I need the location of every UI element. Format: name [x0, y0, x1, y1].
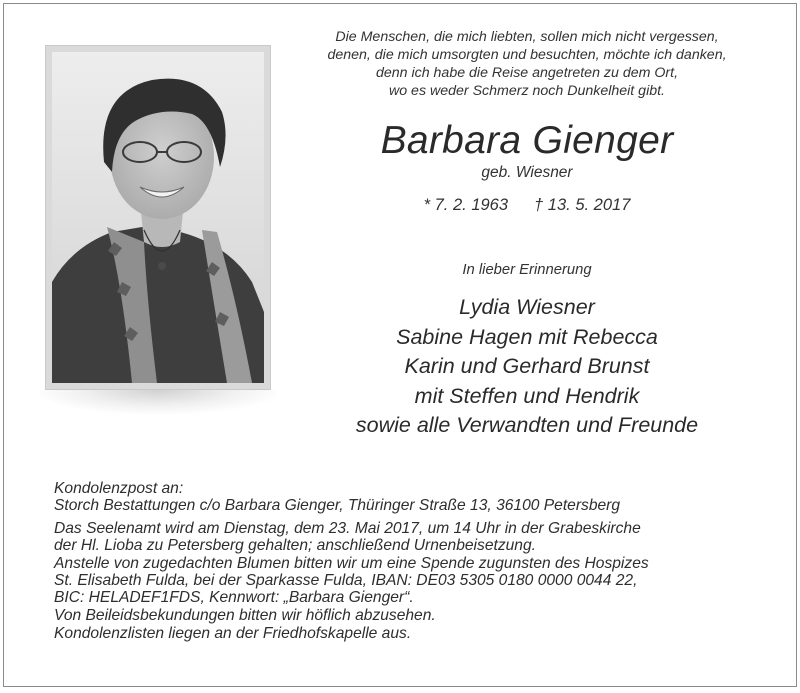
poem-line: denen, die mich umsorgten und besuchten, möchte ich danken, [327, 47, 727, 63]
condolence-label: Kondolenzpost an: [54, 480, 184, 497]
portrait-illustration [52, 52, 264, 383]
poem-line: denn ich habe die Reise angetreten zu dem Ort, [375, 65, 679, 81]
portrait-frame [45, 45, 271, 390]
mourners-list [294, 293, 760, 441]
death-date: † 13. 5. 2017 [534, 196, 631, 214]
donation-line: Anstelle von zugedachten Blumen bitten wir um eine Spende zugunsten des Hospizes [54, 555, 649, 572]
mourner-line: Lydia Wiesner [459, 295, 595, 319]
poem-line: Die Menschen, die mich liebten, sollen mich nicht vergessen, [335, 29, 719, 45]
poem-line: wo es weder Schmerz noch Dunkelheit gibt. [388, 83, 665, 99]
mourner-line: Karin und Gerhard Brunst [404, 354, 650, 378]
mourner-line: sowie alle Verwandten und Freunde [355, 413, 699, 437]
portrait-shadow [39, 390, 277, 414]
service-line: der Hl. Lioba zu Petersberg gehalten; anschließend Urnenbeisetzung. [54, 537, 536, 554]
maiden-name: geb. Wiesner [481, 164, 573, 181]
donation-line: St. Elisabeth Fulda, bei der Sparkasse Fulda, IBAN: DE03 5305 0180 0000 0044 22, [54, 572, 638, 589]
service-line: Das Seelenamt wird am Dienstag, dem 23. Mai 2017, um 14 Uhr in der Grabeskirche [54, 520, 641, 537]
obituary-card [3, 3, 797, 687]
deceased-name: Barbara Gienger [380, 119, 674, 162]
portrait-photo [52, 52, 264, 383]
condolence-lists-note: Kondolenzlisten liegen an der Friedhofskapelle aus. [54, 625, 412, 642]
donation-line: BIC: HELADEF1FDS, Kennwort: „Barbara Gienger“. [54, 589, 414, 606]
birth-date: * 7. 2. 1963 [423, 196, 509, 214]
poem [292, 28, 762, 100]
mourner-line: Sabine Hagen mit Rebecca [396, 324, 658, 349]
life-dates [294, 196, 760, 215]
condolence-address: Storch Bestattungen c/o Barbara Gienger, Thüringer Straße 13, 36100 Petersberg [54, 497, 621, 514]
notice-details [54, 480, 774, 642]
mourner-line: mit Steffen und Hendrik [414, 383, 640, 408]
condolence-request: Von Beileidsbekundungen bitten wir höflich abzusehen. [54, 607, 436, 624]
memory-heading: In lieber Erinnerung [462, 262, 592, 278]
